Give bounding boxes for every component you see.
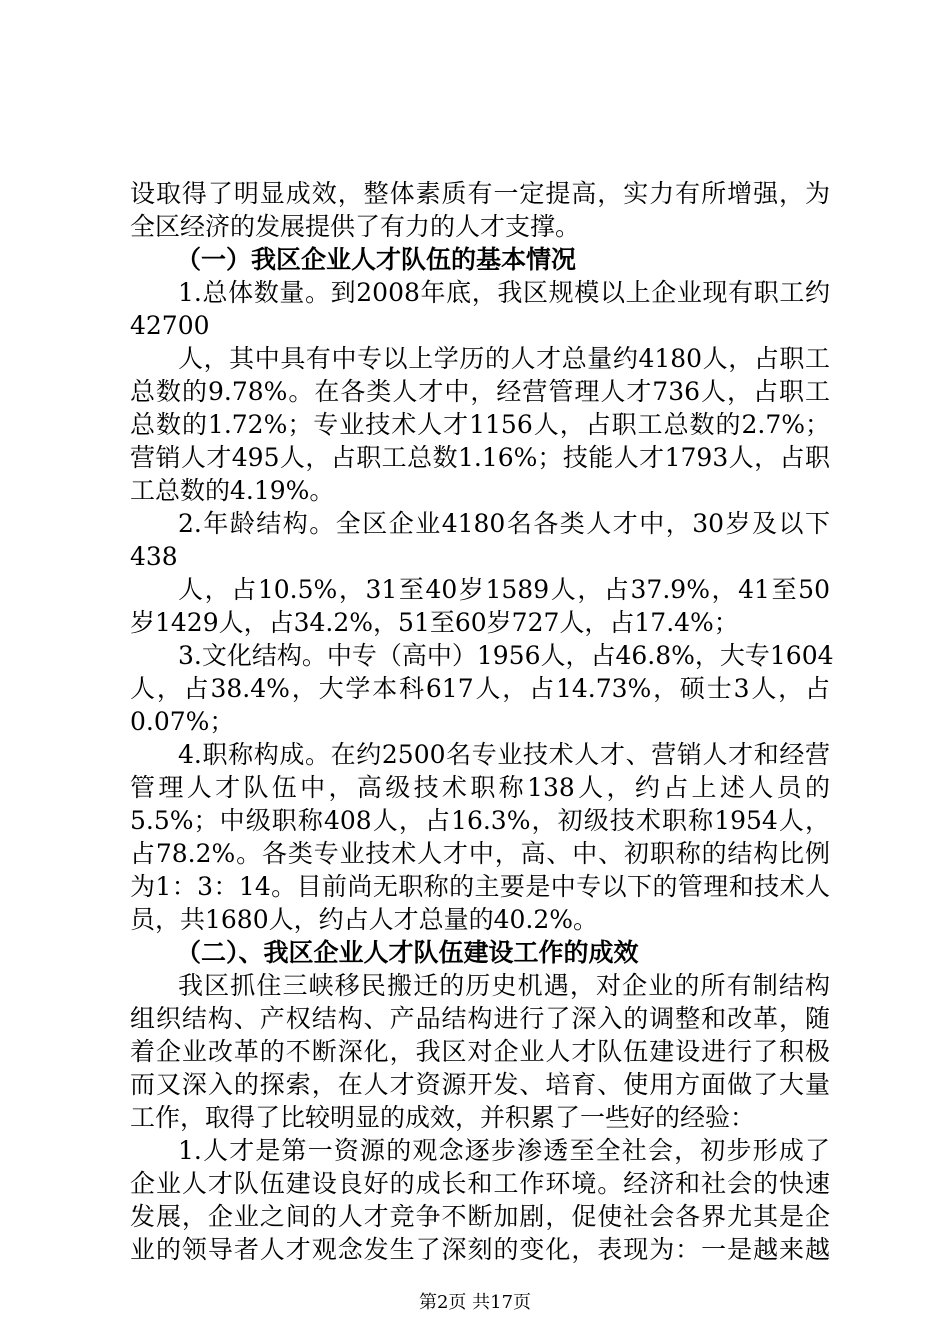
text-line: 企业人才队伍建设良好的成长和工作环境。经济和社会的快速 (130, 1169, 830, 1198)
text-line: 岁1429人，占34.2%，51至60岁727人，占17.4%； (130, 608, 739, 637)
text-line: 5.5%；中级职称408人，占16.3%，初级技术职称1954人， (130, 806, 830, 835)
text-line: 管理人才队伍中，高级技术职称138人，约占上述人员的 (130, 773, 830, 802)
text-line: 42700 (130, 311, 210, 340)
text-line: 3.文化结构。中专（高中）1956人，占46.8%，大专1604 (178, 641, 834, 670)
page-footer: 第2页 共17页 (418, 1292, 532, 1313)
text-line: 0.07%； (130, 707, 235, 736)
text-line: 而又深入的探索，在人才资源开发、培育、使用方面做了大量 (130, 1070, 830, 1099)
text-line: 占78.2%。各类专业技术人才中，高、中、初职称的结构比例 (130, 839, 830, 868)
text-line: 为1：3：14。目前尚无职称的主要是中专以下的管理和技术人 (130, 872, 830, 901)
text-line: 4.职称构成。在约2500名专业技术人才、营销人才和经营 (178, 740, 830, 769)
text-line: 全区经济的发展提供了有力的人才支撑。 (130, 212, 581, 241)
text-line: 人，占10.5%，31至40岁1589人，占37.9%，41至50 (178, 575, 830, 604)
text-line: 2.年龄结构。全区企业4180名各类人才中，30岁及以下 (178, 509, 830, 538)
text-line: 营销人才495人，占职工总数1.16%；技能人才1793人，占职 (130, 443, 830, 472)
text-line: 人，其中具有中专以上学历的人才总量约4180人，占职工 (178, 344, 830, 373)
section-heading: （二）、我区企业人才队伍建设工作的成效 (176, 938, 639, 967)
text-line: 1.人才是第一资源的观念逐步渗透至全社会，初步形成了 (178, 1136, 830, 1165)
text-line: 着企业改革的不断深化，我区对企业人才队伍建设进行了积极 (130, 1037, 830, 1066)
text-line: 总数的9.78%。在各类人才中，经营管理人才736人，占职工 (130, 377, 830, 406)
text-line: 工总数的4.19%。 (130, 476, 335, 505)
text-line: 我区抓住三峡移民搬迁的历史机遇，对企业的所有制结构 (178, 971, 830, 1000)
text-line: 人，占38.4%，大学本科617人，占14.73%，硕士3人，占 (130, 674, 830, 703)
text-line: 总数的1.72%；专业技术人才1156人，占职工总数的2.7%； (130, 410, 830, 439)
text-line: 员，共1680人，约占人才总量的40.2%。 (130, 905, 599, 934)
text-line: 工作，取得了比较明显的成效，并积累了一些好的经验： (130, 1103, 756, 1132)
text-line: 设取得了明显成效，整体素质有一定提高，实力有所增强，为 (130, 179, 830, 208)
section-heading: （一）我区企业人才队伍的基本情况 (176, 245, 577, 274)
text-line: 组织结构、产权结构、产品结构进行了深入的调整和改革，随 (130, 1004, 830, 1033)
text-line: 438 (130, 542, 178, 571)
text-line: 发展，企业之间的人才竞争不断加剧，促使社会各界尤其是企 (130, 1202, 830, 1231)
text-line: 业的领导者人才观念发生了深刻的变化，表现为：一是越来越 (130, 1235, 830, 1264)
text-line: 1.总体数量。到2008年底，我区规模以上企业现有职工约 (178, 278, 830, 307)
